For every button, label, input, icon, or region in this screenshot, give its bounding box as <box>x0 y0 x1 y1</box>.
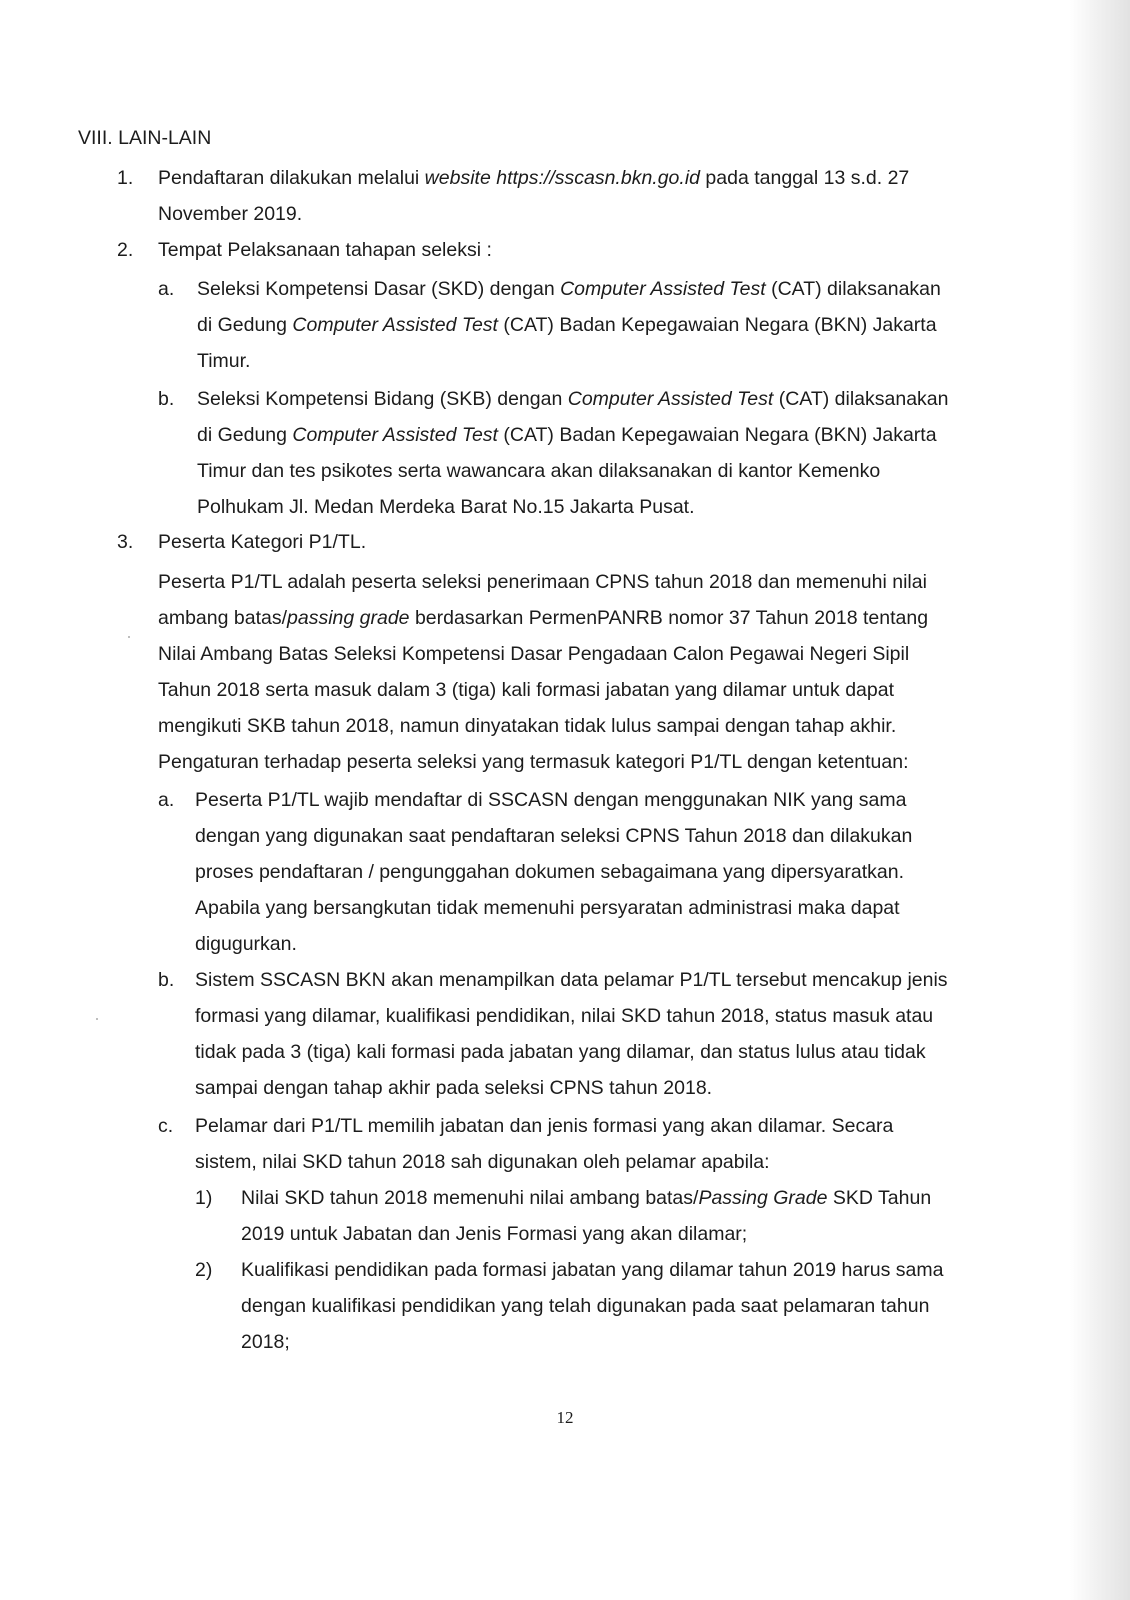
item-3-para-1-line-5: mengikuti SKB tahun 2018, namun dinyatakan tidak lulus sampai dengan tahap akhir. <box>158 715 897 737</box>
item-2-number: 2. <box>117 239 134 261</box>
item-1-line-2: November 2019. <box>158 203 303 225</box>
page-number: 12 <box>556 1408 574 1427</box>
item-3c-2-number: 2) <box>195 1259 213 1281</box>
item-2b-line-1: Seleksi Kompetensi Bidang (SKB) dengan Computer Assisted Test (CAT) dilaksanakan <box>197 388 949 410</box>
item-3a-line-1: Peserta P1/TL wajib mendaftar di SSCASN dengan menggunakan NIK yang sama <box>195 789 907 811</box>
item-3b-line-4: sampai dengan tahap akhir pada seleksi CPNS tahun 2018. <box>195 1077 713 1099</box>
registration-url: https://sscasn.bkn.go.id <box>496 167 700 189</box>
item-3-para-1-line-4: Tahun 2018 serta masuk dalam 3 (tiga) kali formasi jabatan yang dilamar untuk dapat <box>158 679 894 701</box>
item-3-title: Peserta Kategori P1/TL. <box>158 531 367 553</box>
item-3c-1-line-2: 2019 untuk Jabatan dan Jenis Formasi yang akan dilamar; <box>241 1223 748 1245</box>
item-2b-line-4: Polhukam Jl. Medan Merdeka Barat No.15 Jakarta Pusat. <box>197 496 695 518</box>
item-3-number: 3. <box>117 531 134 553</box>
item-1-line-1: Pendaftaran dilakukan melalui website https://sscasn.bkn.go.id pada tanggal 13 s.d. 27 <box>158 167 910 189</box>
item-1-number: 1. <box>117 167 134 189</box>
item-2b-letter: b. <box>158 388 175 410</box>
item-3b-line-3: tidak pada 3 (tiga) kali formasi pada jabatan yang dilamar, dan status lulus atau tidak <box>195 1041 926 1063</box>
item-3a-line-3: proses pendaftaran / pengunggahan dokumen sebagaimana yang dipersyaratkan. <box>195 861 905 883</box>
item-3b-line-2: formasi yang dilamar, kualifikasi pendidikan, nilai SKD tahun 2018, status masuk atau <box>195 1005 934 1027</box>
item-2b-line-2: di Gedung Computer Assisted Test (CAT) Badan Kepegawaian Negara (BKN) Jakarta <box>197 424 937 446</box>
item-3c-1-number: 1) <box>195 1187 213 1209</box>
item-3b-letter: b. <box>158 969 175 991</box>
item-2b-line-3: Timur dan tes psikotes serta wawancara akan dilaksanakan di kantor Kemenko <box>197 460 881 482</box>
item-3-para-1-line-1: Peserta P1/TL adalah peserta seleksi penerimaan CPNS tahun 2018 dan memenuhi nilai <box>158 571 927 593</box>
item-3b-line-1: Sistem SSCASN BKN akan menampilkan data pelamar P1/TL tersebut mencakup jenis <box>195 969 948 991</box>
item-2-title: Tempat Pelaksanaan tahapan seleksi : <box>158 239 492 261</box>
item-2a-letter: a. <box>158 278 175 300</box>
item-3-para-2: Pengaturan terhadap peserta seleksi yang termasuk kategori P1/TL dengan ketentuan: <box>158 751 909 773</box>
item-3a-line-5: digugurkan. <box>195 933 297 955</box>
item-2a-line-3: Timur. <box>197 350 251 372</box>
item-3c-2-line-1: Kualifikasi pendidikan pada formasi jabatan yang dilamar tahun 2019 harus sama <box>241 1259 944 1281</box>
item-3c-line-2: sistem, nilai SKD tahun 2018 sah digunakan oleh pelamar apabila: <box>195 1151 770 1173</box>
item-2a-line-1: Seleksi Kompetensi Dasar (SKD) dengan Computer Assisted Test (CAT) dilaksanakan <box>197 278 941 300</box>
item-3a-line-2: dengan yang digunakan saat pendaftaran seleksi CPNS Tahun 2018 dan dilakukan <box>195 825 913 847</box>
item-3c-1-line-1: Nilai SKD tahun 2018 memenuhi nilai ambang batas/Passing Grade SKD Tahun <box>241 1187 932 1209</box>
item-3a-line-4: Apabila yang bersangkutan tidak memenuhi persyaratan administrasi maka dapat <box>195 897 900 919</box>
section-heading: VIII. LAIN-LAIN <box>78 127 212 149</box>
item-3c-2-line-2: dengan kualifikasi pendidikan yang telah digunakan pada saat pelamaran tahun <box>241 1295 930 1317</box>
item-3-para-1-line-2: ambang batas/passing grade berdasarkan PermenPANRB nomor 37 Tahun 2018 tentang <box>158 607 929 629</box>
item-2a-line-2: di Gedung Computer Assisted Test (CAT) Badan Kepegawaian Negara (BKN) Jakarta <box>197 314 937 336</box>
item-3c-line-1: Pelamar dari P1/TL memilih jabatan dan jenis formasi yang akan dilamar. Secara <box>195 1115 894 1137</box>
item-3c-2-line-3: 2018; <box>241 1331 290 1353</box>
item-3c-letter: c. <box>158 1115 174 1137</box>
item-3-para-1-line-3: Nilai Ambang Batas Seleksi Kompetensi Dasar Pengadaan Calon Pegawai Negeri Sipil <box>158 643 910 665</box>
item-3a-letter: a. <box>158 789 175 811</box>
